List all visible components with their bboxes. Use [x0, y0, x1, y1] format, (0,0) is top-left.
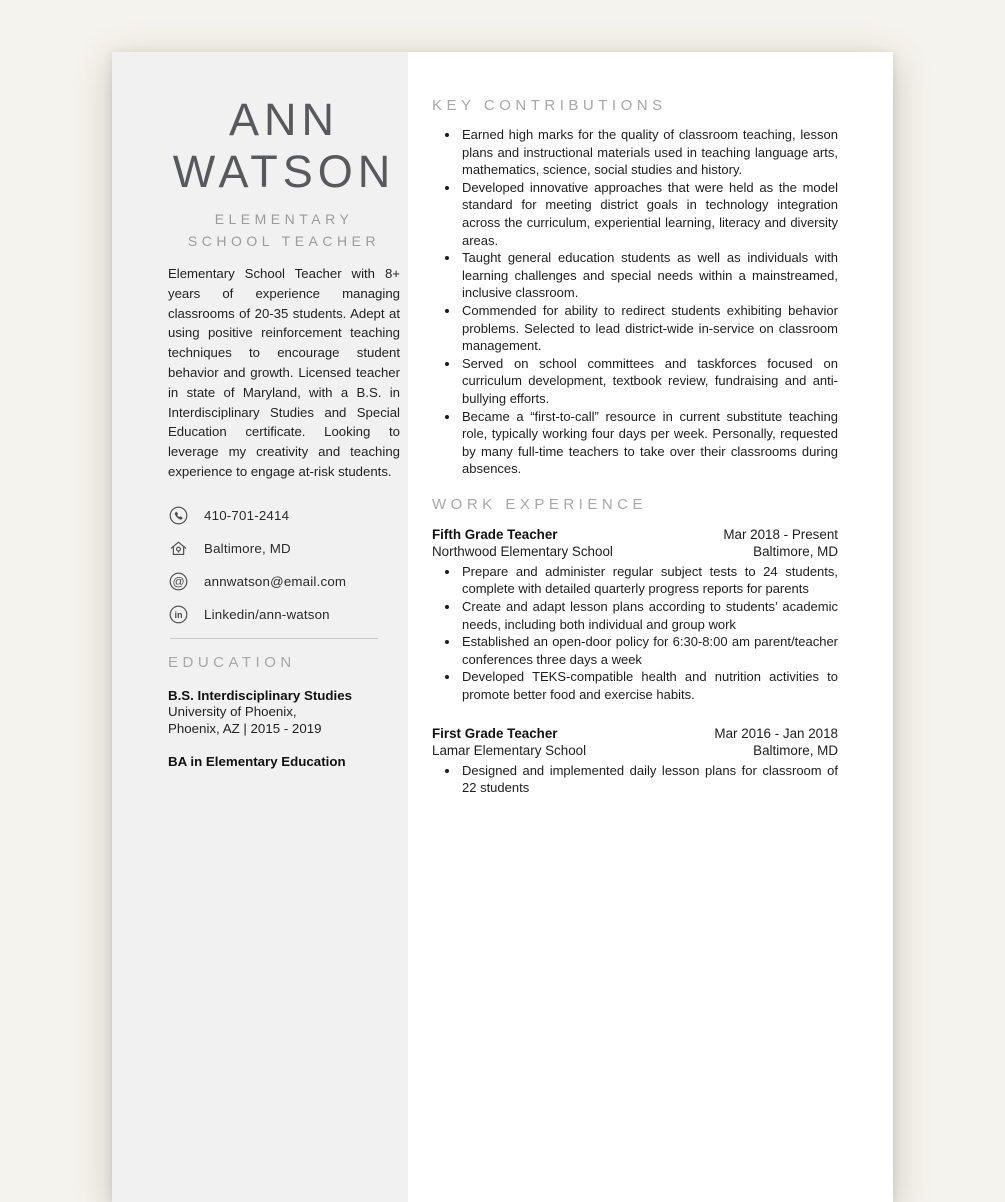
- job-dates: Mar 2016 - Jan 2018: [714, 725, 838, 741]
- at-icon: [168, 571, 189, 592]
- job-company-row: [432, 742, 838, 759]
- education-degree: B.S. Interdisciplinary Studies: [168, 687, 352, 703]
- key-contribution-item: • Taught general education students as well as individuals with learning challenges and special needs within a mainstreamed, inclusive classroom.: [460, 249, 838, 302]
- candidate-title-line1: ELEMENTARY: [214, 211, 354, 227]
- candidate-name: [168, 94, 400, 198]
- home-icon: [168, 538, 189, 559]
- resume-page: [112, 52, 893, 1202]
- phone-value: 410-701-2414: [204, 508, 290, 524]
- candidate-first-name: ANN: [228, 94, 339, 145]
- sidebar-divider: [170, 638, 378, 639]
- job-company-row: [432, 543, 838, 560]
- linkedin-icon: [168, 604, 189, 625]
- key-contribution-item: • Developed innovative approaches that were held as the model standard for meeting district goals in technology integration across the curriculum, experiential learning, literacy and diversity areas.: [460, 179, 838, 249]
- key-contribution-item: • Served on school committees and taskforces focused on curriculum development, textbook review, fundraising and anti-bullying efforts.: [460, 355, 838, 408]
- job-title-row: [432, 526, 838, 543]
- education-entry: [168, 754, 400, 771]
- job-dates: Mar 2018 - Present: [723, 526, 838, 542]
- job-entry: [432, 725, 838, 797]
- education-degree: BA in Elementary Education: [168, 754, 346, 770]
- job-title-row: [432, 725, 838, 742]
- resume-main: [408, 52, 893, 1202]
- svg-text:in: in: [174, 610, 183, 621]
- contact-row-linkedin: [168, 605, 400, 625]
- contact-section: [168, 506, 400, 625]
- job-bullet-item: • Prepare and administer regular subject tests to 24 students, complete with detailed quarterly progress reports for parents: [460, 563, 838, 598]
- phone-icon: [168, 505, 189, 526]
- key-contribution-item: • Commended for ability to redirect students exhibiting behavior problems. Selected to lead district-wide in-service on classroom management.: [460, 302, 838, 355]
- email-value: annwatson@email.com: [204, 574, 347, 590]
- job-entry: [432, 526, 838, 704]
- linkedin-value: Linkedin/ann-watson: [204, 607, 330, 623]
- contact-row-location: [168, 539, 400, 559]
- job-company: Northwood Elementary School: [432, 543, 613, 559]
- education-school: University of Phoenix,: [168, 704, 297, 720]
- education-entry: [168, 688, 400, 738]
- location-value: Baltimore, MD: [204, 541, 291, 557]
- contact-row-email: [168, 572, 400, 592]
- resume-sidebar: [112, 52, 408, 1202]
- key-contribution-item: • Became a “first-to-call” resource in current substitute teaching role, typically working four days per week. Personally, requested by many full-time teachers to take over their classrooms during absences.: [460, 408, 838, 478]
- job-company: Lamar Elementary School: [432, 742, 587, 758]
- job-bullet-item: • Create and adapt lesson plans according to students’ academic needs, including both individual and group work: [460, 598, 838, 633]
- job-title: First Grade Teacher: [432, 725, 558, 741]
- job-bullet-item: • Designed and implemented daily lesson plans for classroom of 22 students: [460, 762, 838, 797]
- work-experience-heading: WORK EXPERIENCE: [432, 495, 648, 513]
- candidate-title-line2: SCHOOL TEACHER: [187, 233, 381, 249]
- job-bullet-list: [432, 563, 838, 704]
- education-heading: EDUCATION: [168, 653, 296, 671]
- key-contribution-item: • Earned high marks for the quality of classroom teaching, lesson plans and instructional materials used in teaching language arts, mathematics, science, social studies and history.: [460, 126, 838, 179]
- job-bullet-item: • Developed TEKS-compatible health and nutrition activities to promote better food and exercise habits.: [460, 668, 838, 703]
- education-location-dates: Phoenix, AZ | 2015 - 2019: [168, 720, 322, 736]
- job-location: Baltimore, MD: [753, 742, 838, 758]
- job-bullet-item: • Established an open-door policy for 6:30-8:00 am parent/teacher conferences three days a week: [460, 633, 838, 668]
- key-contributions-heading: KEY CONTRIBUTIONS: [432, 97, 667, 114]
- key-contributions-list: [432, 126, 838, 478]
- contact-row-phone: [168, 506, 400, 526]
- profile-summary: Elementary School Teacher with 8+ years of experience managing classrooms of 20-35 students. Adept at using positive reinforcement teaching techniques to encourage student behavior and growth. Licensed teacher in state of Maryland, with a B.S. in Interdisciplinary Studies and Special Education certificate. Looking to leverage my creativity and teaching experience to engage at-risk students.: [168, 266, 400, 479]
- candidate-title: [168, 208, 400, 252]
- job-bullet-list: [432, 762, 838, 797]
- candidate-last-name: WATSON: [172, 146, 396, 197]
- svg-text:@: @: [172, 574, 185, 589]
- job-title: Fifth Grade Teacher: [432, 526, 558, 542]
- job-location: Baltimore, MD: [753, 543, 838, 559]
